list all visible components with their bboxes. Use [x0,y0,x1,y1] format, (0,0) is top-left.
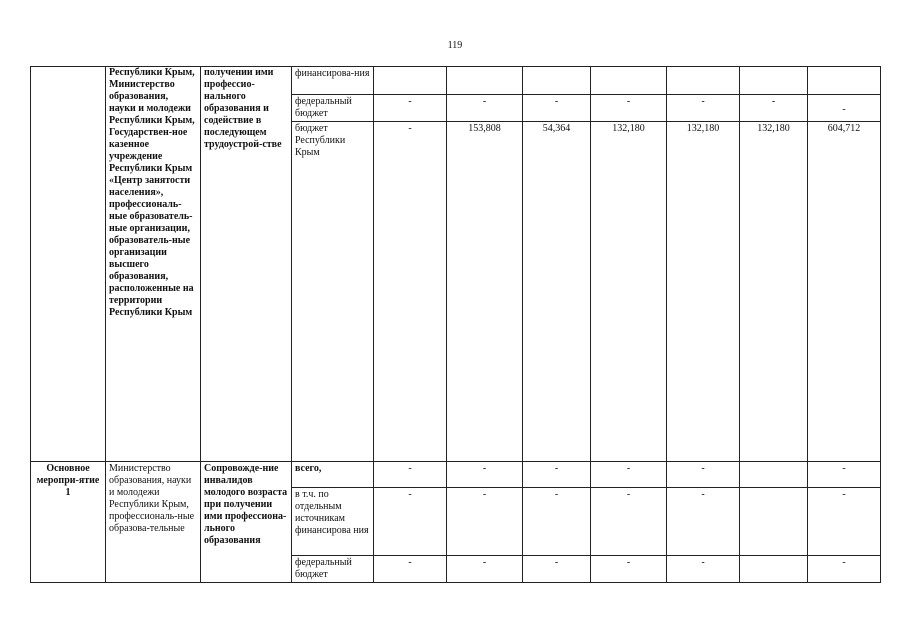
status-cell [31,67,106,462]
value-cell [740,488,808,556]
status-cell: Основное меропри-ятие 1 [31,462,106,583]
value-cell: - [808,95,881,122]
value-cell: - [591,462,667,488]
value-cell [591,67,667,95]
value-cell [374,67,447,95]
value-cell: 132,180 [591,122,667,462]
value-cell: - [374,122,447,462]
value-cell: - [740,95,808,122]
activity-name-cell: получении ими профессио-нального образования и содействие в последующем трудоустрой-стве [201,67,292,462]
value-cell: - [667,488,740,556]
funding-source-cell: федеральный бюджет [292,95,374,122]
table-row [31,67,881,95]
value-cell: - [591,488,667,556]
value-cell: - [523,556,591,583]
value-cell: - [591,95,667,122]
funding-source-cell: в т.ч. по отдельным источникам финансирова ния [292,488,374,556]
funding-source-cell: бюджет Республики Крым [292,122,374,462]
value-cell [740,556,808,583]
value-cell: - [447,95,523,122]
value-cell: - [374,95,447,122]
value-cell: - [591,556,667,583]
value-cell: 132,180 [740,122,808,462]
executor-cell: Министерство образования, науки и молодежи Республики Крым, профессиональ-ные образова-тельные [106,462,201,583]
value-cell [808,67,881,95]
value-cell: - [667,462,740,488]
funding-source-cell: всего, [292,462,374,488]
value-cell: - [667,95,740,122]
value-cell: - [374,488,447,556]
value-cell: - [447,556,523,583]
value-cell: 153,808 [447,122,523,462]
value-cell: - [523,462,591,488]
value-cell [523,67,591,95]
value-cell: - [447,462,523,488]
funding-source-cell: финансирова-ния [292,67,374,95]
value-cell: - [523,488,591,556]
value-cell: 604,712 [808,122,881,462]
value-cell [667,67,740,95]
value-cell [447,67,523,95]
value-cell: - [808,556,881,583]
value-cell: 132,180 [667,122,740,462]
activity-name-cell: Сопровожде-ние инвалидов молодого возраста при получении ими профессиона-льного образования [201,462,292,583]
executor-cell: Республики Крым, Министерство образования, науки и молодежи Республики Крым, Государствен-ное казенное учреждение Республики Крым «Центр занятости населения», профессиональ-ные образователь-ные организации, образователь-ные организации высшего образования, расположенные на территории Республики Крым [106,67,201,462]
value-cell: - [808,462,881,488]
table-row [31,462,881,488]
value-cell: - [374,462,447,488]
value-cell: - [447,488,523,556]
value-cell: - [374,556,447,583]
financing-table [30,66,881,583]
value-cell: - [808,488,881,556]
value-cell: 54,364 [523,122,591,462]
funding-source-cell: федеральный бюджет [292,556,374,583]
value-cell: - [667,556,740,583]
value-cell: - [523,95,591,122]
value-cell [740,67,808,95]
value-cell [740,462,808,488]
page-number: 119 [447,40,463,51]
